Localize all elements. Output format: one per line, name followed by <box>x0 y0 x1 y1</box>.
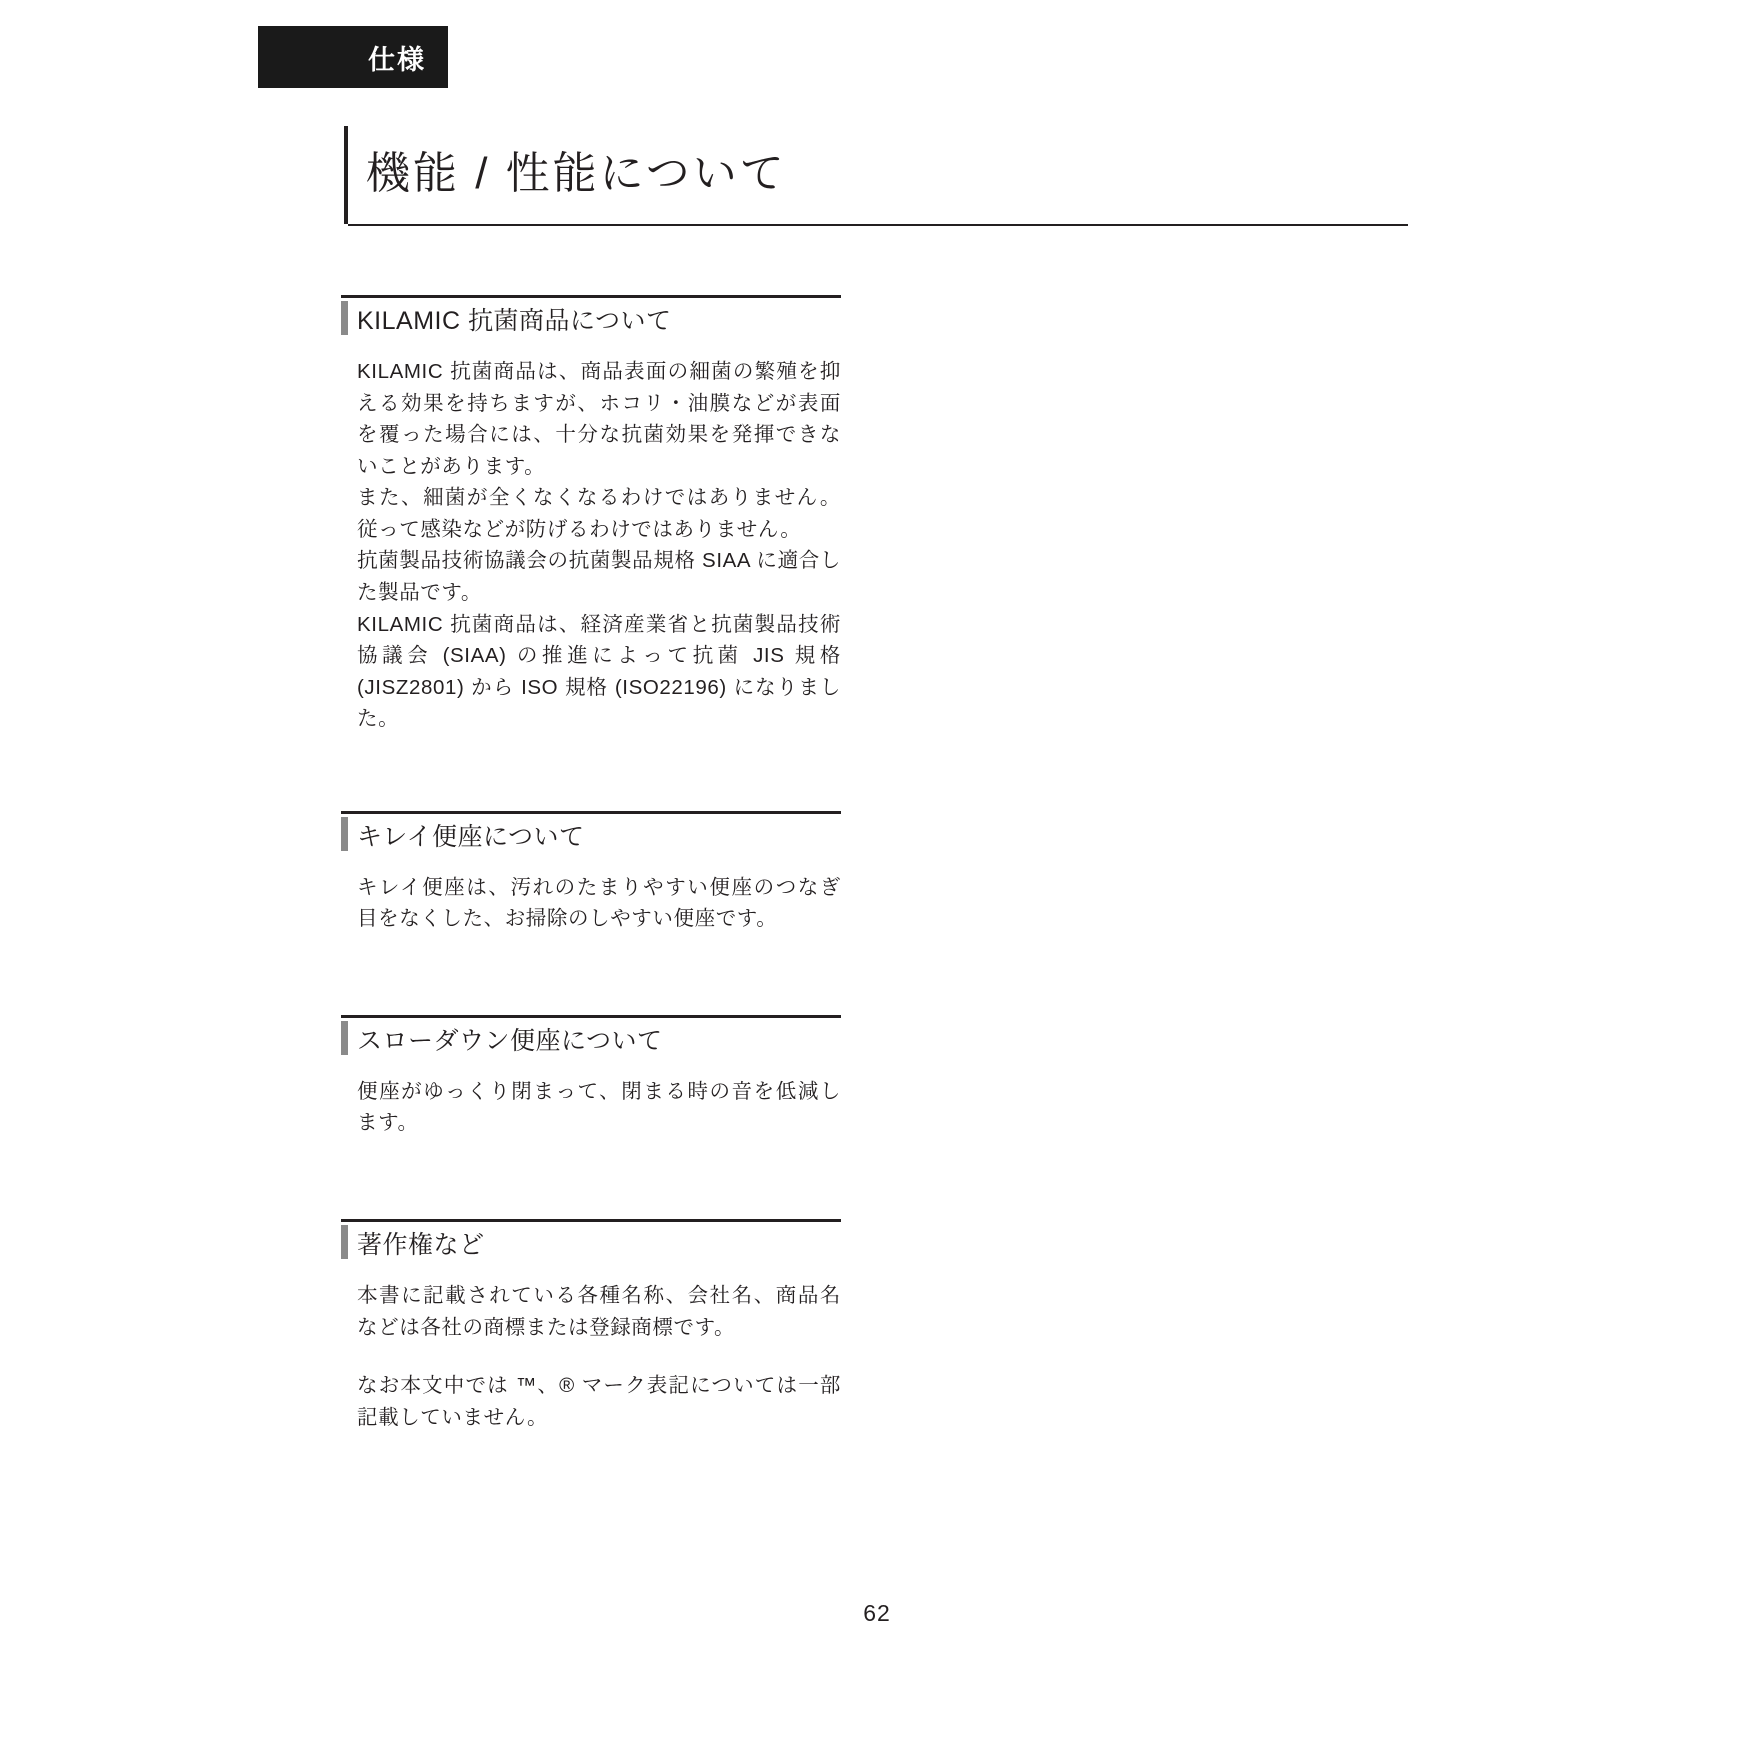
paragraph: なお本文中では ™、® マーク表記については一部記載していません。 <box>357 1374 841 1429</box>
section-spacer <box>341 735 851 811</box>
section-spacer <box>341 935 851 1015</box>
page-number: 62 <box>863 1600 891 1626</box>
paragraph: 本書に記載されている各種名称、会社名、商品名などは各社の商標または登録商標です。 <box>357 1284 841 1339</box>
page-title-block <box>344 126 1408 224</box>
section-body-kirei-benza <box>341 856 841 935</box>
section-spacer <box>341 1139 851 1219</box>
section-heading-kilamic <box>341 295 841 340</box>
section-heading-kirei-benza <box>341 811 841 856</box>
section-heading-slowdown-benza <box>341 1015 841 1060</box>
section-body-slowdown-benza <box>341 1060 841 1139</box>
content-column <box>341 295 851 1433</box>
section-tab <box>258 26 448 88</box>
section-heading-label: KILAMIC 抗菌商品について <box>357 307 672 335</box>
section-kirei-benza <box>341 811 851 935</box>
paragraph: 便座がゆっくり閉まって、閉まる時の音を低減します。 <box>357 1079 841 1135</box>
paragraph: KILAMIC 抗菌商品は、経済産業省と抗菌製品技術協議会 (SIAA) の推進によって抗菌 JIS 規格 (JISZ2801) から ISO 規格 (ISO22196) になりました。 <box>357 612 841 731</box>
section-body-kilamic <box>341 340 841 735</box>
section-heading-copyright <box>341 1219 841 1264</box>
page-title: 機能 / 性能について <box>366 149 787 198</box>
section-copyright <box>341 1219 851 1433</box>
section-tab-label: 仕様 <box>368 44 426 75</box>
section-body-copyright <box>341 1264 841 1433</box>
paragraph: 抗菌製品技術協議会の抗菌製品規格 SIAA に適合した製品です。 <box>357 549 841 604</box>
paragraph: キレイ便座は、汚れのたまりやすい便座のつなぎ目をなくした、お掃除のしやすい便座です。 <box>357 875 841 931</box>
section-kilamic <box>341 295 851 735</box>
section-slowdown-benza <box>341 1015 851 1139</box>
section-heading-label: スローダウン便座について <box>357 1026 663 1055</box>
page-title-rule <box>348 224 1408 226</box>
section-heading-label: キレイ便座について <box>357 822 585 851</box>
paragraph: また、細菌が全くなくなるわけではありません。従って感染などが防げるわけではありません。 <box>357 486 841 541</box>
paragraph: KILAMIC 抗菌商品は、商品表面の細菌の繁殖を抑える効果を持ちますが、ホコリ・油膜などが表面を覆った場合には、十分な抗菌効果を発揮できないことがあります。 <box>357 360 841 478</box>
page-title-accent-bar <box>344 126 348 224</box>
section-heading-label: 著作権など <box>357 1231 485 1259</box>
